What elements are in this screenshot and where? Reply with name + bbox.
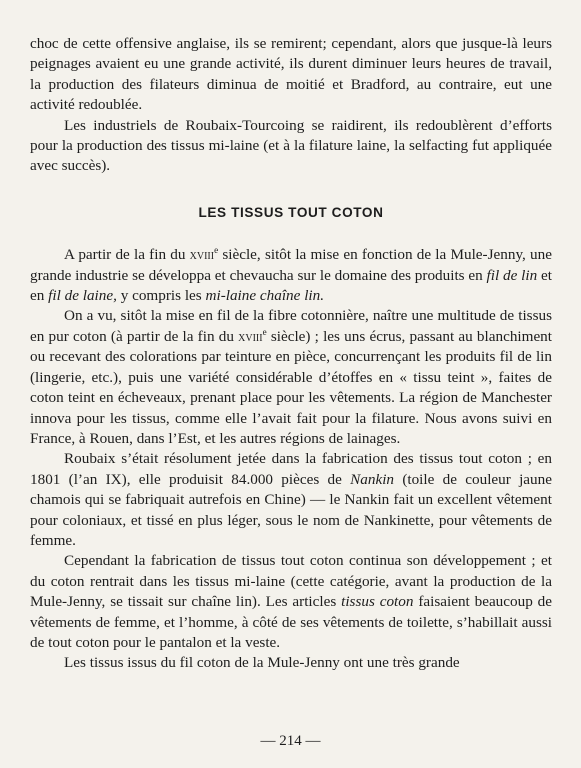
section-heading: LES TISSUS TOUT COTON bbox=[198, 204, 384, 220]
paragraph bbox=[30, 551, 552, 653]
body-text bbox=[30, 34, 552, 674]
section-paragraphs bbox=[30, 245, 552, 674]
text-run: et en bbox=[30, 266, 552, 305]
text-run: Cependant la fabrication de tissus tout coton continua son développement ; et du coton rentrait dans les tissus mi-laine (cette catégorie, avant la production de la Mule-Jenny, se tissait sur chaîne lin). Les articles bbox=[30, 552, 552, 611]
italic-text: fil de lin bbox=[486, 266, 538, 284]
superscript: e bbox=[262, 326, 267, 337]
text-run: xviii bbox=[189, 247, 215, 263]
text-run: xviii bbox=[238, 328, 263, 344]
italic-text: fil de laine, bbox=[48, 287, 117, 305]
text-run: choc de cette offensive anglaise, ils se remirent; cependant, alors que jusque-là leurs peignages avaient eu une grande activité, ils durent diminuer leurs heures de travail, la production des filateurs diminua de moitié et Bradford, au contraire, eut une activité redoublée. bbox=[30, 35, 552, 114]
superscript: e bbox=[214, 245, 219, 256]
paragraph bbox=[30, 653, 552, 673]
text-run: y compris les bbox=[116, 287, 206, 305]
text-run: siècle, sitôt la mise en fonction de la Mule-Jenny, une grande industrie se développa et chevaucha sur le domaine des produits en bbox=[30, 246, 552, 284]
intro-paragraphs bbox=[30, 34, 552, 177]
paragraph bbox=[30, 245, 552, 306]
italic-text: mi-laine chaîne lin. bbox=[205, 287, 325, 305]
paragraph bbox=[30, 34, 552, 116]
italic-text: tissus coton bbox=[341, 593, 414, 611]
text-run: (toile de couleur jaune chamois qui se fabriquait autrefois en Chine) — le Nankin fait un excellent vêtement pour coloniaux, et tissé en plus léger, sous le nom de Nankinette, pour vêtements de femme. bbox=[30, 470, 552, 549]
text-run: A partir de la fin du bbox=[64, 246, 190, 264]
page-number: — 214 — bbox=[260, 733, 321, 749]
text-run: Roubaix s’était résolument jetée dans la fabrication des tissus tout coton ; en 1801 (l’an IX), elle produisit 84.000 pièces de bbox=[30, 450, 552, 488]
italic-text: Nankin bbox=[350, 470, 395, 488]
paragraph bbox=[30, 449, 552, 551]
text-run: siècle) ; les uns écrus, passant au blanchiment ou recevant des colorations par teinture en pièce, concurrençant les produits fil de lin (lingerie, etc.), puis une variété considérable d’étoffes en « tissu teint », faites de coton teint en écheveaux, prenant place pour les vêtements. La région de Manchester innova pour les tissus, comme elle l’avait fait pour la filature. Nous avons suivi en France, à Rouen, dans l’Est, et les autres régions de lainages. bbox=[30, 327, 552, 447]
text-run: Les tissus issus du fil coton de la Mule-Jenny ont une très grande bbox=[64, 654, 460, 672]
paragraph bbox=[30, 306, 552, 449]
text-run: Les industriels de Roubaix-Tourcoing se raidirent, ils redoublèrent d’efforts pour la production des tissus mi-laine (et à la filature laine, la selfacting fut appliquée avec succès). bbox=[30, 116, 552, 175]
paragraph bbox=[30, 116, 552, 177]
text-run: faisaient beaucoup de vêtements de femme, et l’homme, à côté de ses vêtements de toilette, s’habillait aussi de tout coton pour le pantalon et la veste. bbox=[30, 593, 552, 651]
text-run: On a vu, sitôt la mise en fil de la fibre cotonnière, naître une multitude de tissus en pur coton (à partir de la fin du bbox=[30, 307, 552, 345]
